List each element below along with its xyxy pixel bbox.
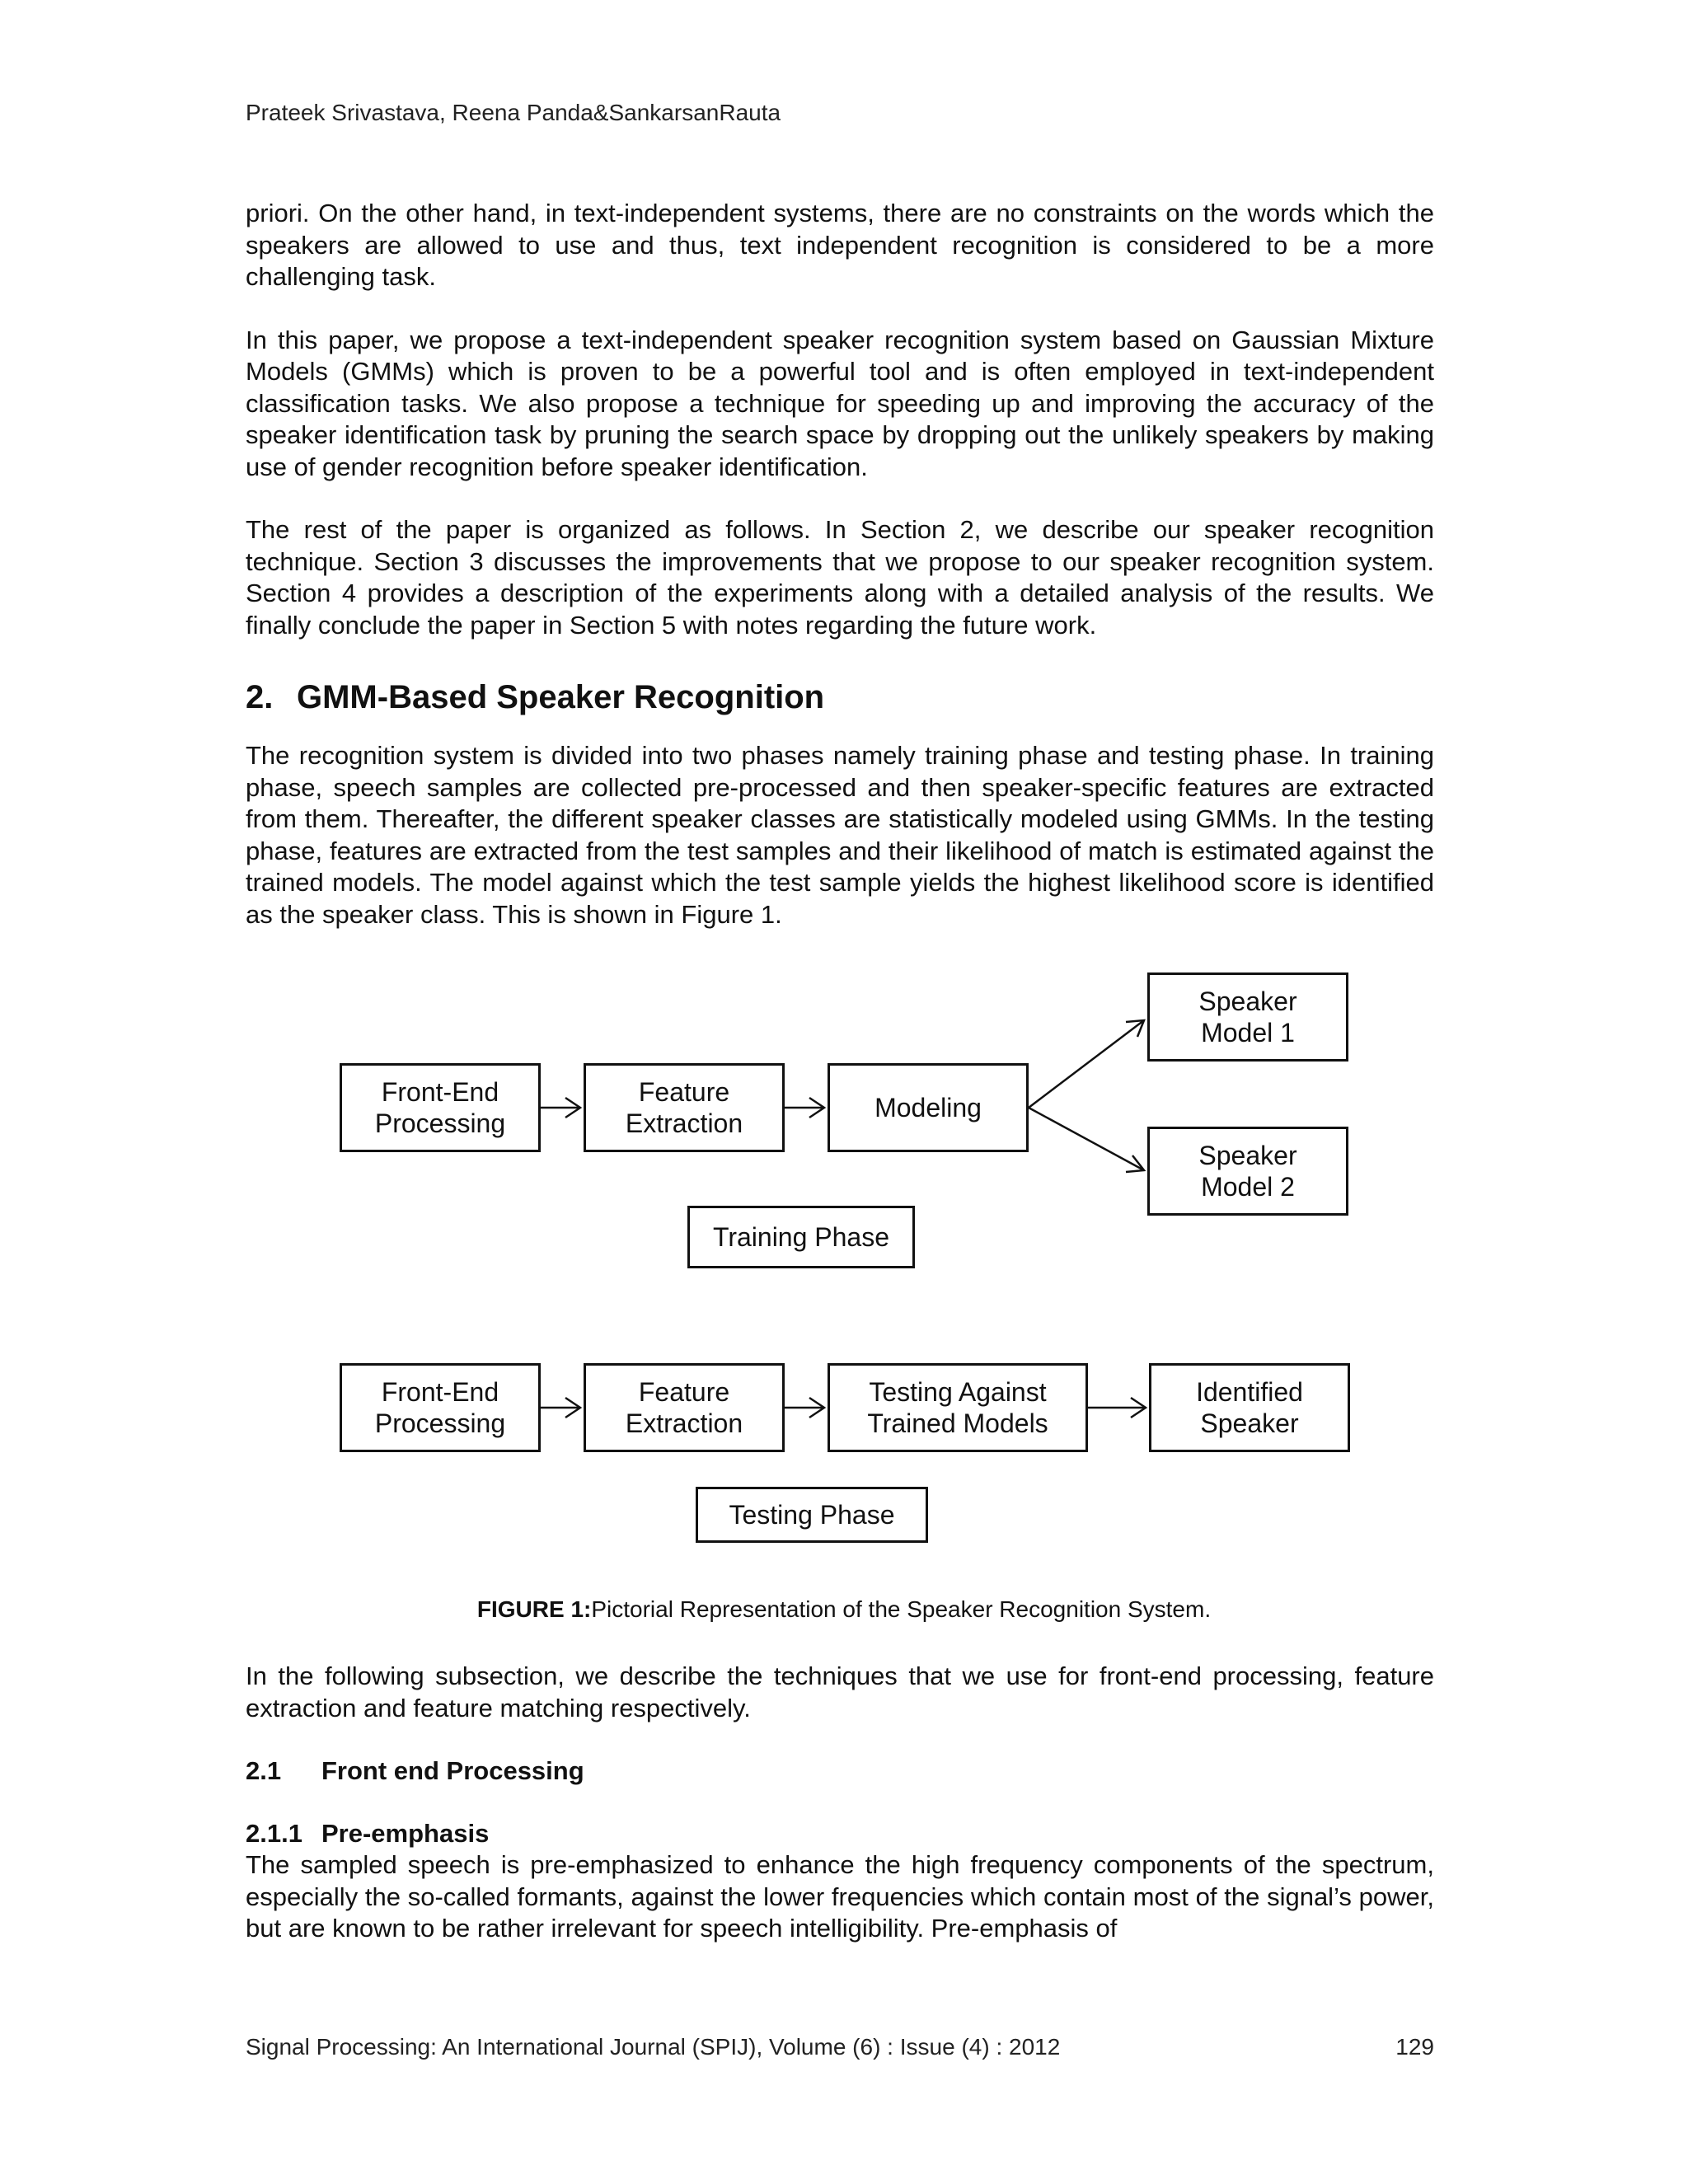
phase-label: Training Phase	[712, 1222, 890, 1252]
arrowhead-icon	[1126, 1155, 1144, 1172]
section-heading-2	[246, 677, 1434, 717]
testing-feature-extraction-box	[584, 1363, 785, 1452]
paragraph-pre-emphasis: The sampled speech is pre-emphasized to enhance the high frequency components of the spectrum, especially the so-called formants, against the lower frequencies which contain most of the signal’s power, but are known to be rather irrelevant for speech intelligibility. Pre-emphasis of	[246, 1850, 1434, 1943]
section-title-text: GMM-Based Speaker Recognition	[297, 679, 825, 715]
box-label-line: Modeling	[874, 1093, 982, 1122]
testing-phase-label-box	[696, 1487, 928, 1543]
speaker-model-1-box	[1147, 972, 1348, 1062]
box-label-line: Trained Models	[867, 1408, 1048, 1438]
figure-caption-text: Pictorial Representation of the Speaker Recognition System.	[591, 1596, 1212, 1622]
arrow-modeling-to-model-2	[1029, 1108, 1144, 1170]
training-modeling-box	[828, 1063, 1029, 1152]
paragraph-organization: The rest of the paper is organized as follows. In Section 2, we describe our speaker recognition technique. Section 3 discusses the improvements that we propose to our speaker recognition system. Section 4 provides a description of the experiments along with a detailed analysis of the results. We finally conclude the paper in Section 5 with notes regarding the future work.	[246, 515, 1434, 640]
box-label-line: Processing	[374, 1408, 506, 1438]
arrowhead-icon	[809, 1398, 824, 1418]
box-label-line: Front-End	[381, 1077, 499, 1107]
figure-caption	[0, 1596, 1688, 1624]
paragraph-priori: priori. On the other hand, in text-independent systems, there are no constraints on the words which the speakers are allowed to use and thus, text independent recognition is considered to be a more challenging task.	[246, 199, 1434, 291]
box-label-line: Testing Against	[869, 1377, 1047, 1407]
footer-journal: Signal Processing: An International Journal (SPIJ), Volume (6) : Issue (4) : 2012	[246, 2034, 1061, 2060]
box-label-line: Feature	[638, 1377, 730, 1407]
identified-speaker-box	[1149, 1363, 1350, 1452]
box-label-line: Extraction	[625, 1108, 743, 1138]
paragraph-following-subsection: In the following subsection, we describe the techniques that we use for front-end processing, feature extraction and feature matching respectively.	[246, 1661, 1434, 1722]
section-number: 2.	[246, 679, 274, 715]
box-label-line: Speaker	[1198, 987, 1297, 1016]
box-label-line: Front-End	[381, 1377, 499, 1407]
figure-caption-label: FIGURE 1:	[476, 1596, 592, 1622]
subsubsection-title-text: Pre-emphasis	[321, 1819, 490, 1848]
arrowhead-icon	[565, 1398, 580, 1418]
phase-label: Testing Phase	[729, 1500, 895, 1530]
box-label-line: Processing	[374, 1108, 506, 1138]
footer-page-number: 129	[1395, 2034, 1434, 2060]
box-label-line: Model 1	[1201, 1018, 1295, 1047]
body-text-top	[246, 198, 1434, 930]
subsection-number: 2.1	[246, 1756, 282, 1785]
testing-front-end-box	[340, 1363, 541, 1452]
speaker-model-2-box	[1147, 1127, 1348, 1216]
subsection-heading-2-1	[246, 1755, 1434, 1787]
paragraph-recognition-system: The recognition system is divided into two phases namely training phase and testing phase. In training phase, speech samples are collected pre-processed and then speaker-specific features are extracted from them. Thereafter, the different speaker classes are statistically modeled using GMMs. In the testing phase, features are extracted from the test samples and their likelihood of match is estimated against the trained models. The model against which the test sample yields the highest likelihood score is identified as the speaker class. This is shown in Figure 1.	[246, 741, 1434, 929]
box-label-line: Speaker	[1198, 1141, 1297, 1170]
arrowhead-icon	[809, 1098, 824, 1118]
box-label-line: Model 2	[1201, 1172, 1295, 1202]
box-label-line: Extraction	[625, 1408, 743, 1438]
body-text-bottom	[246, 1661, 1434, 1945]
arrowhead-icon	[1126, 1020, 1144, 1037]
subsubsection-number: 2.1.1	[246, 1819, 302, 1848]
box-label-line: Identified	[1196, 1377, 1303, 1407]
training-phase-label-box	[687, 1206, 915, 1268]
arrow-modeling-to-model-1	[1029, 1020, 1144, 1108]
training-front-end-box	[340, 1063, 541, 1152]
running-footer	[246, 2033, 1434, 2061]
subsection-title-text: Front end Processing	[321, 1756, 584, 1785]
box-label-line: Feature	[638, 1077, 730, 1107]
box-label-line: Speaker	[1200, 1408, 1299, 1438]
arrowhead-icon	[1131, 1398, 1146, 1418]
training-feature-extraction-box	[584, 1063, 785, 1152]
paragraph-proposal: In this paper, we propose a text-independent speaker recognition system based on Gaussian Mixture Models (GMMs) which is proven to be a powerful tool and is often employed in text-independent classification tasks. We also propose a technique for speeding up and improving the accuracy of the speaker identification task by pruning the search space by dropping out the unlikely speakers by making use of gender recognition before speaker identification.	[246, 325, 1434, 481]
running-header-authors: Prateek Srivastava, Reena Panda&SankarsanRauta	[246, 100, 781, 125]
testing-against-trained-models-box	[828, 1363, 1088, 1452]
subsubsection-heading-2-1-1	[246, 1818, 1434, 1849]
arrowhead-icon	[565, 1098, 580, 1118]
